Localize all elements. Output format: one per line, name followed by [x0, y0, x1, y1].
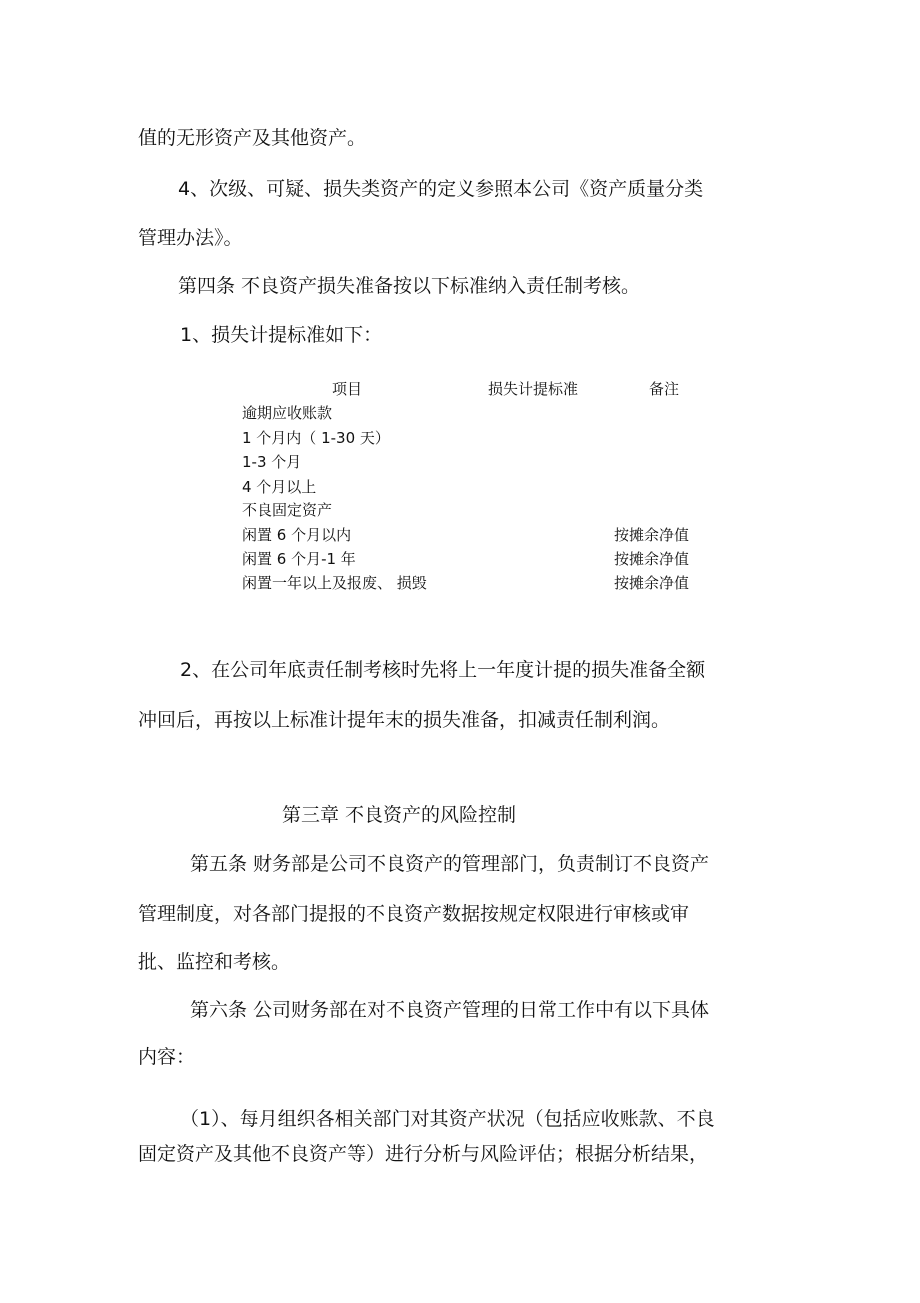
- table-row-note: 按摊余净值: [614, 574, 690, 592]
- paragraph-line: 第六条 公司财务部在对不良资产管理的日常工作中有以下具体: [190, 999, 710, 1021]
- paragraph-line: 值的无形资产及其他资产。: [138, 127, 367, 149]
- table-row-item: 闲置 6 个月以内: [242, 526, 352, 544]
- paragraph-line: 4、次级、可疑、损失类资产的定义参照本公司《资产质量分类: [178, 178, 704, 200]
- table-header-rate: 损失计提标准: [488, 380, 579, 398]
- paragraph-line: （1）、每月组织各相关部门对其资产状况（包括应收账款、不良: [180, 1108, 715, 1130]
- table-row-item: 1-3 个月: [242, 453, 302, 471]
- paragraph-line: 管理制度，对各部门提报的不良资产数据按规定权限进行审核或审: [138, 903, 690, 925]
- table-header-item: 项目: [332, 380, 363, 398]
- paragraph-line: 管理办法》。: [138, 227, 243, 249]
- table-row-item: 不良固定资产: [242, 501, 333, 519]
- paragraph-line: 固定资产及其他不良资产等）进行分析与风险评估；根据分析结果，: [138, 1143, 709, 1165]
- chapter-title: 第三章 不良资产的风险控制: [282, 804, 517, 826]
- table-row-item: 闲置一年以上及报废、 损毁: [242, 574, 427, 592]
- paragraph-line: 批、监控和考核。: [138, 951, 291, 973]
- paragraph-line: 2、在公司年底责任制考核时先将上一年度计提的损失准备全额: [180, 659, 706, 681]
- paragraph-line: 第四条 不良资产损失准备按以下标准纳入责任制考核。: [178, 275, 641, 297]
- table-header-note: 备注: [649, 380, 680, 398]
- table-row-note: 按摊余净值: [614, 526, 690, 544]
- paragraph-line: 冲回后，再按以上标准计提年末的损失准备，扣减责任制利润。: [138, 709, 671, 731]
- paragraph-line: 第五条 财务部是公司不良资产的管理部门，负责制订不良资产: [190, 853, 710, 875]
- table-row-item: 1 个月内（ 1-30 天）: [242, 429, 390, 447]
- table-row-note: 按摊余净值: [614, 550, 690, 568]
- table-row-item: 逾期应收账款: [242, 404, 333, 422]
- table-row-item: 4 个月以上: [242, 478, 317, 496]
- table-row-item: 闲置 6 个月-1 年: [242, 550, 356, 568]
- paragraph-line: 1、损失计提标准如下：: [180, 324, 383, 346]
- paragraph-line: 内容：: [138, 1046, 196, 1068]
